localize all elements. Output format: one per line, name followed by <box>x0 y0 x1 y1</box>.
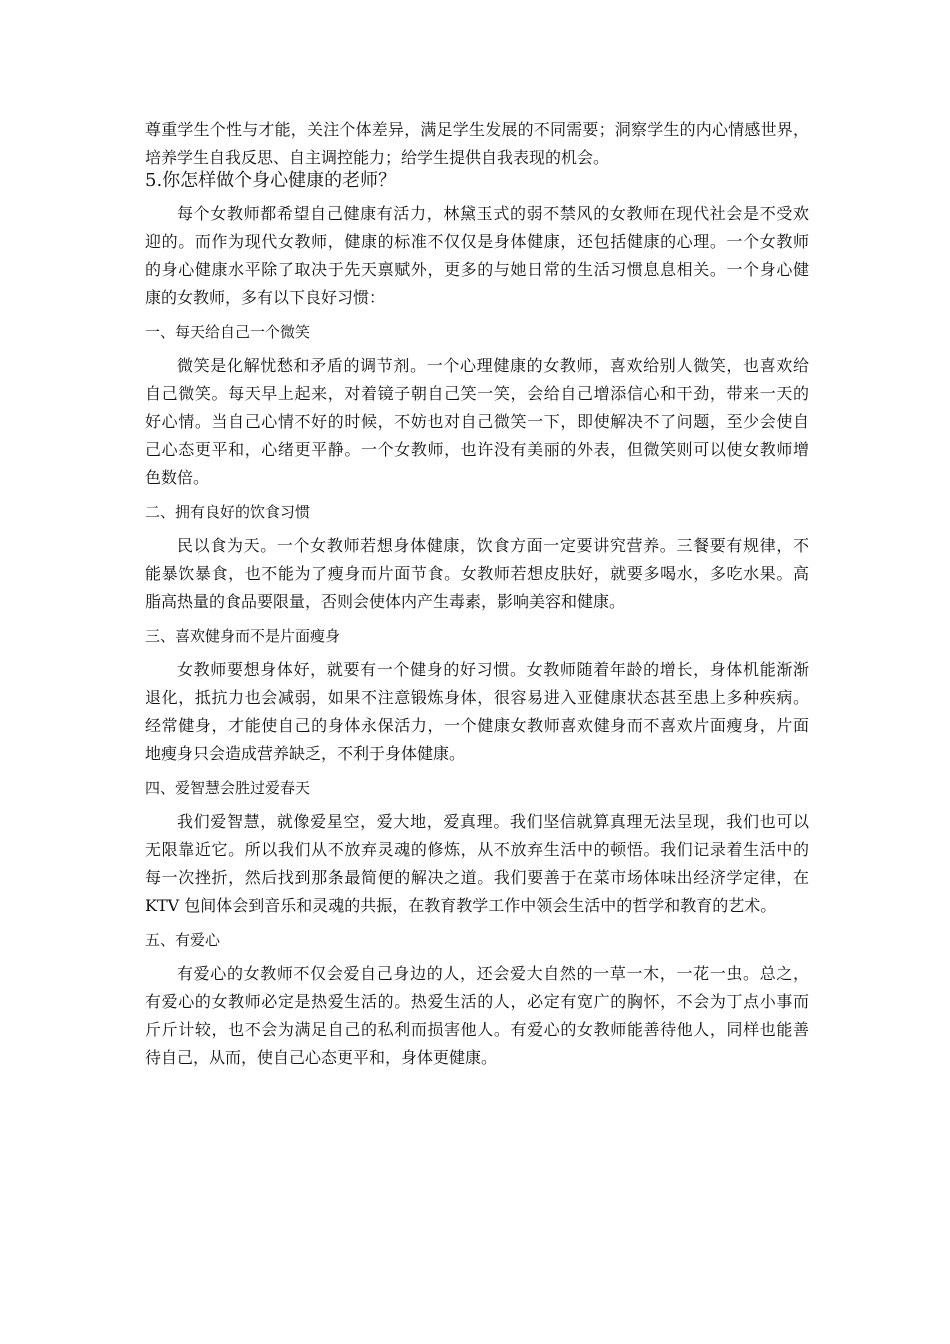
text-line: 有爱心的女教师必定是热爱生活的。热爱生活的人，必定有宽广的胸怀，不会为丁点小事而 <box>145 992 809 1011</box>
text-line: 能暴饮暴食，也不能为了瘦身而片面节食。女教师若想皮肤好，就要多喝水，多吃水果。高 <box>145 564 809 583</box>
text-line: 尊重学生个性与才能，关注个体差异，满足学生发展的不同需要；洞察学生的内心情感世界， <box>145 120 809 139</box>
text-line: 民以食为天。一个女教师若想身体健康，饮食方面一定要讲究营养。三餐要有规律，不 <box>177 536 809 555</box>
intro-paragraph <box>145 116 809 172</box>
section-paragraph-5 <box>145 960 809 1072</box>
section-title-1: 一、每天给自己一个微笑 <box>145 323 311 341</box>
opening-paragraph <box>145 200 809 312</box>
document-page <box>145 116 809 1072</box>
text-line: 无限靠近它。所以我们从不放弃灵魂的修炼，从不放弃生活中的顿悟。我们记录着生活中的 <box>145 840 809 859</box>
text-line: 每一次挫折，然后找到那条最简便的解决之道。我们要善于在菜市场体味出经济学定律，在 <box>145 868 809 887</box>
text-line: 色数倍。 <box>145 468 210 487</box>
text-line: 每个女教师都希望自己健康有活力，林黛玉式的弱不禁风的女教师在现代社会是不受欢 <box>177 204 809 223</box>
text-line: 地瘦身只会造成营养缺乏，不利于身体健康。 <box>145 744 466 763</box>
text-line: 培养学生自我反思、自主调控能力；给学生提供自我表现的机会。 <box>145 148 610 167</box>
section-title-5: 五、有爱心 <box>145 931 221 949</box>
text-line: 己心态更平和，心绪更平静。一个女教师，也许没有美丽的外表，但微笑则可以使女教师增 <box>145 440 809 459</box>
text-line: 脂高热量的食品要限量，否则会使体内产生毒素，影响美容和健康。 <box>145 592 626 611</box>
text-line: KTV 包间体会到音乐和灵魂的共振，在教育教学工作中领会生活中的哲学和教育的艺术。 <box>145 896 777 915</box>
text-line: 待自己，从而，使自己心态更平和，身体更健康。 <box>145 1048 498 1067</box>
text-line: 退化，抵抗力也会减弱，如果不注意锻炼身体，很容易进入亚健康状态甚至患上多种疾病。 <box>145 688 809 707</box>
section-paragraph-3 <box>145 656 809 768</box>
section-title-3: 三、喜欢健身而不是片面瘦身 <box>145 627 341 645</box>
text-line: 的身心健康水平除了取决于先天禀赋外，更多的与她日常的生活习惯息息相关。一个身心健 <box>145 260 809 279</box>
text-line: 自己微笑。每天早上起来，对着镜子朝自己笑一笑，会给自己增添信心和干劲，带来一天的 <box>145 384 809 403</box>
section-paragraph-4 <box>145 808 809 920</box>
text-line: 好心情。当自己心情不好的时候，不妨也对自己微笑一下，即使解决不了问题，至少会使自 <box>145 412 809 431</box>
text-line: 有爱心的女教师不仅会爱自己身边的人，还会爱大自然的一草一木，一花一虫。总之， <box>177 964 809 983</box>
section-title-4: 四、爱智慧会胜过爱春天 <box>145 779 311 797</box>
text-line: 康的女教师，多有以下良好习惯： <box>145 288 386 307</box>
text-line: 微笑是化解忧愁和矛盾的调节剂。一个心理健康的女教师，喜欢给别人微笑，也喜欢给 <box>177 356 809 375</box>
section-paragraph-1 <box>145 352 809 492</box>
section-paragraph-2 <box>145 532 809 616</box>
text-line: 女教师要想身体好，就要有一个健身的好习惯。女教师随着年龄的增长，身体机能渐渐 <box>177 660 809 679</box>
text-line: 我们爱智慧，就像爱星空，爱大地，爱真理。我们坚信就算真理无法呈现，我们也可以 <box>177 812 809 831</box>
text-line: 经常健身，才能使自己的身体永保活力，一个健康女教师喜欢健身而不喜欢片面瘦身，片面 <box>145 716 809 735</box>
section-title-2: 二、拥有良好的饮食习惯 <box>145 503 311 521</box>
text-line: 迎的。而作为现代女教师，健康的标准不仅仅是身体健康，还包括健康的心理。一个女教师 <box>145 232 809 251</box>
question-heading: 5.你怎样做个身心健康的老师？ <box>145 170 397 191</box>
text-line: 斤斤计较，也不会为满足自己的私利而损害他人。有爱心的女教师能善待他人，同样也能善 <box>145 1020 809 1039</box>
